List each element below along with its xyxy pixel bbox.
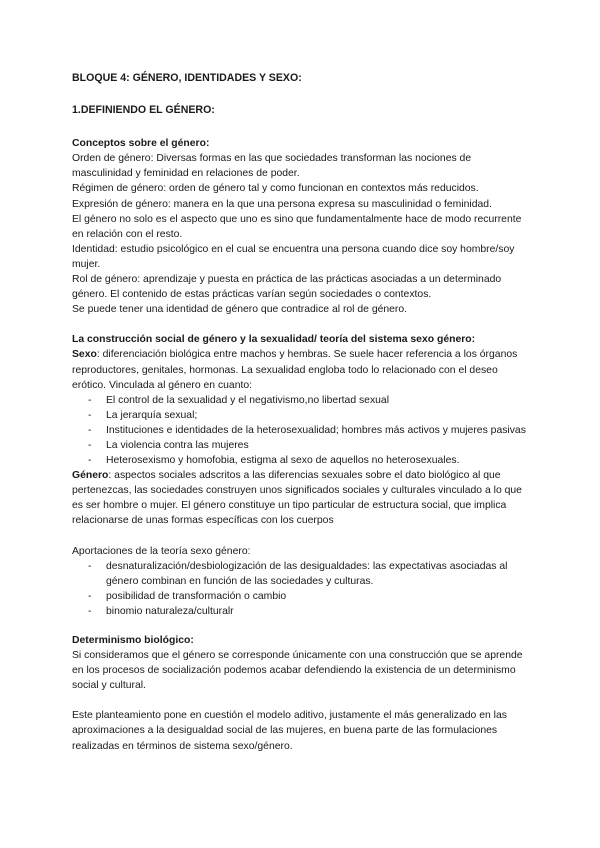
concepts-heading: Conceptos sobre el género: xyxy=(72,138,210,150)
concept-line: Expresión de género: manera en la que una persona expresa su masculinidad o feminidad. xyxy=(72,198,492,210)
sexo-text: : diferenciación biológica entre machos y hembras. Se suele hacer referencia a los órganos reproductores, genitales, hormonas. La sexualidad engloba todo lo relacionado con el deseo erótico. Vinculada al género en cuanto: xyxy=(72,349,518,391)
determinism-heading: Determinismo biológico: xyxy=(72,635,194,646)
concept-line: Orden de género: Diversas formas en las que sociedades transforman las nociones de masculinidad y feminidad en relaciones de poder. xyxy=(72,153,472,180)
list-item: - desnaturalización/desbiologización de las desigualdades: las expectativas asociadas al género combinan en función de las sociedades y culturas. xyxy=(88,559,528,589)
concept-line: Régimen de género: orden de género tal y como funcionan en contextos más reducidos. xyxy=(72,183,479,195)
list-item: - Instituciones e identidades de la heterosexualidad; hombres más activos y mujeres pasivas xyxy=(88,423,528,438)
determinism-paragraph-2: Este planteamiento pone en cuestión el modelo aditivo, justamente el más generalizado en las aproximaciones a la desigualdad social de las mujeres, en buena parte de las formulaciones realizadas en términos de sistema sexo/género. xyxy=(72,710,507,752)
sexo-paragraph xyxy=(72,347,528,392)
list-item: - Heterosexismo y homofobia, estigma al sexo de aquellos no heterosexuales. xyxy=(88,453,528,468)
section-title: 1.DEFINIENDO EL GÉNERO: xyxy=(72,104,215,117)
determinism-paragraph-1: Si consideramos que el género se corresponde únicamente con una construcción que se aprende en los procesos de socialización podemos acabar defendiendo la existencia de un determinismo social y cultural. xyxy=(72,650,523,692)
concept-line: El género no solo es el aspecto que uno es sino que fundamentalmente hace de modo recurrente en relación con el resto. xyxy=(72,213,522,240)
contributions-list xyxy=(72,559,528,619)
genero-term: Género xyxy=(72,470,109,482)
concept-line: Identidad: estudio psicológico en el cual se encuentra una persona cuando dice soy hombre/soy mujer. xyxy=(72,243,515,270)
document-title: BLOQUE 4: GÉNERO, IDENTIDADES Y SEXO: xyxy=(72,72,302,84)
list-item: - La violencia contra las mujeres xyxy=(88,438,528,453)
sexo-term: Sexo xyxy=(72,349,97,361)
concept-line: Se puede tener una identidad de género que contradice al rol de género. xyxy=(72,304,408,316)
sexo-list xyxy=(72,393,528,468)
construction-heading: La construcción social de género y la sexualidad/ teoría del sistema sexo género: xyxy=(72,334,476,346)
genero-text: : aspectos sociales adscritos a las diferencias sexuales sobre el dato biológico al que pertenezcas, las sociedades construyen unos significados sociales y culturales vinculado a lo que es ser hombre o mujer. El género constituye un tipo particular de estructura social, que implica relacionarse de unas formas específicas con los cuerpos xyxy=(72,470,522,527)
contributions-intro: Aportaciones de la teoría sexo género: xyxy=(72,545,251,557)
list-item: - binomio naturaleza/culturalr xyxy=(88,604,528,619)
list-item: - La jerarquía sexual; xyxy=(88,408,528,423)
concepts-body xyxy=(72,151,528,317)
list-item: - El control de la sexualidad y el negativismo,no libertad sexual xyxy=(88,393,528,408)
concept-line: Rol de género: aprendizaje y puesta en práctica de las prácticas asociadas a un determinado género. El contenido de estas prácticas varían según sociedades o contextos. xyxy=(72,274,502,301)
list-item: - posibilidad de transformación o cambio xyxy=(88,589,528,604)
genero-paragraph xyxy=(72,468,528,528)
